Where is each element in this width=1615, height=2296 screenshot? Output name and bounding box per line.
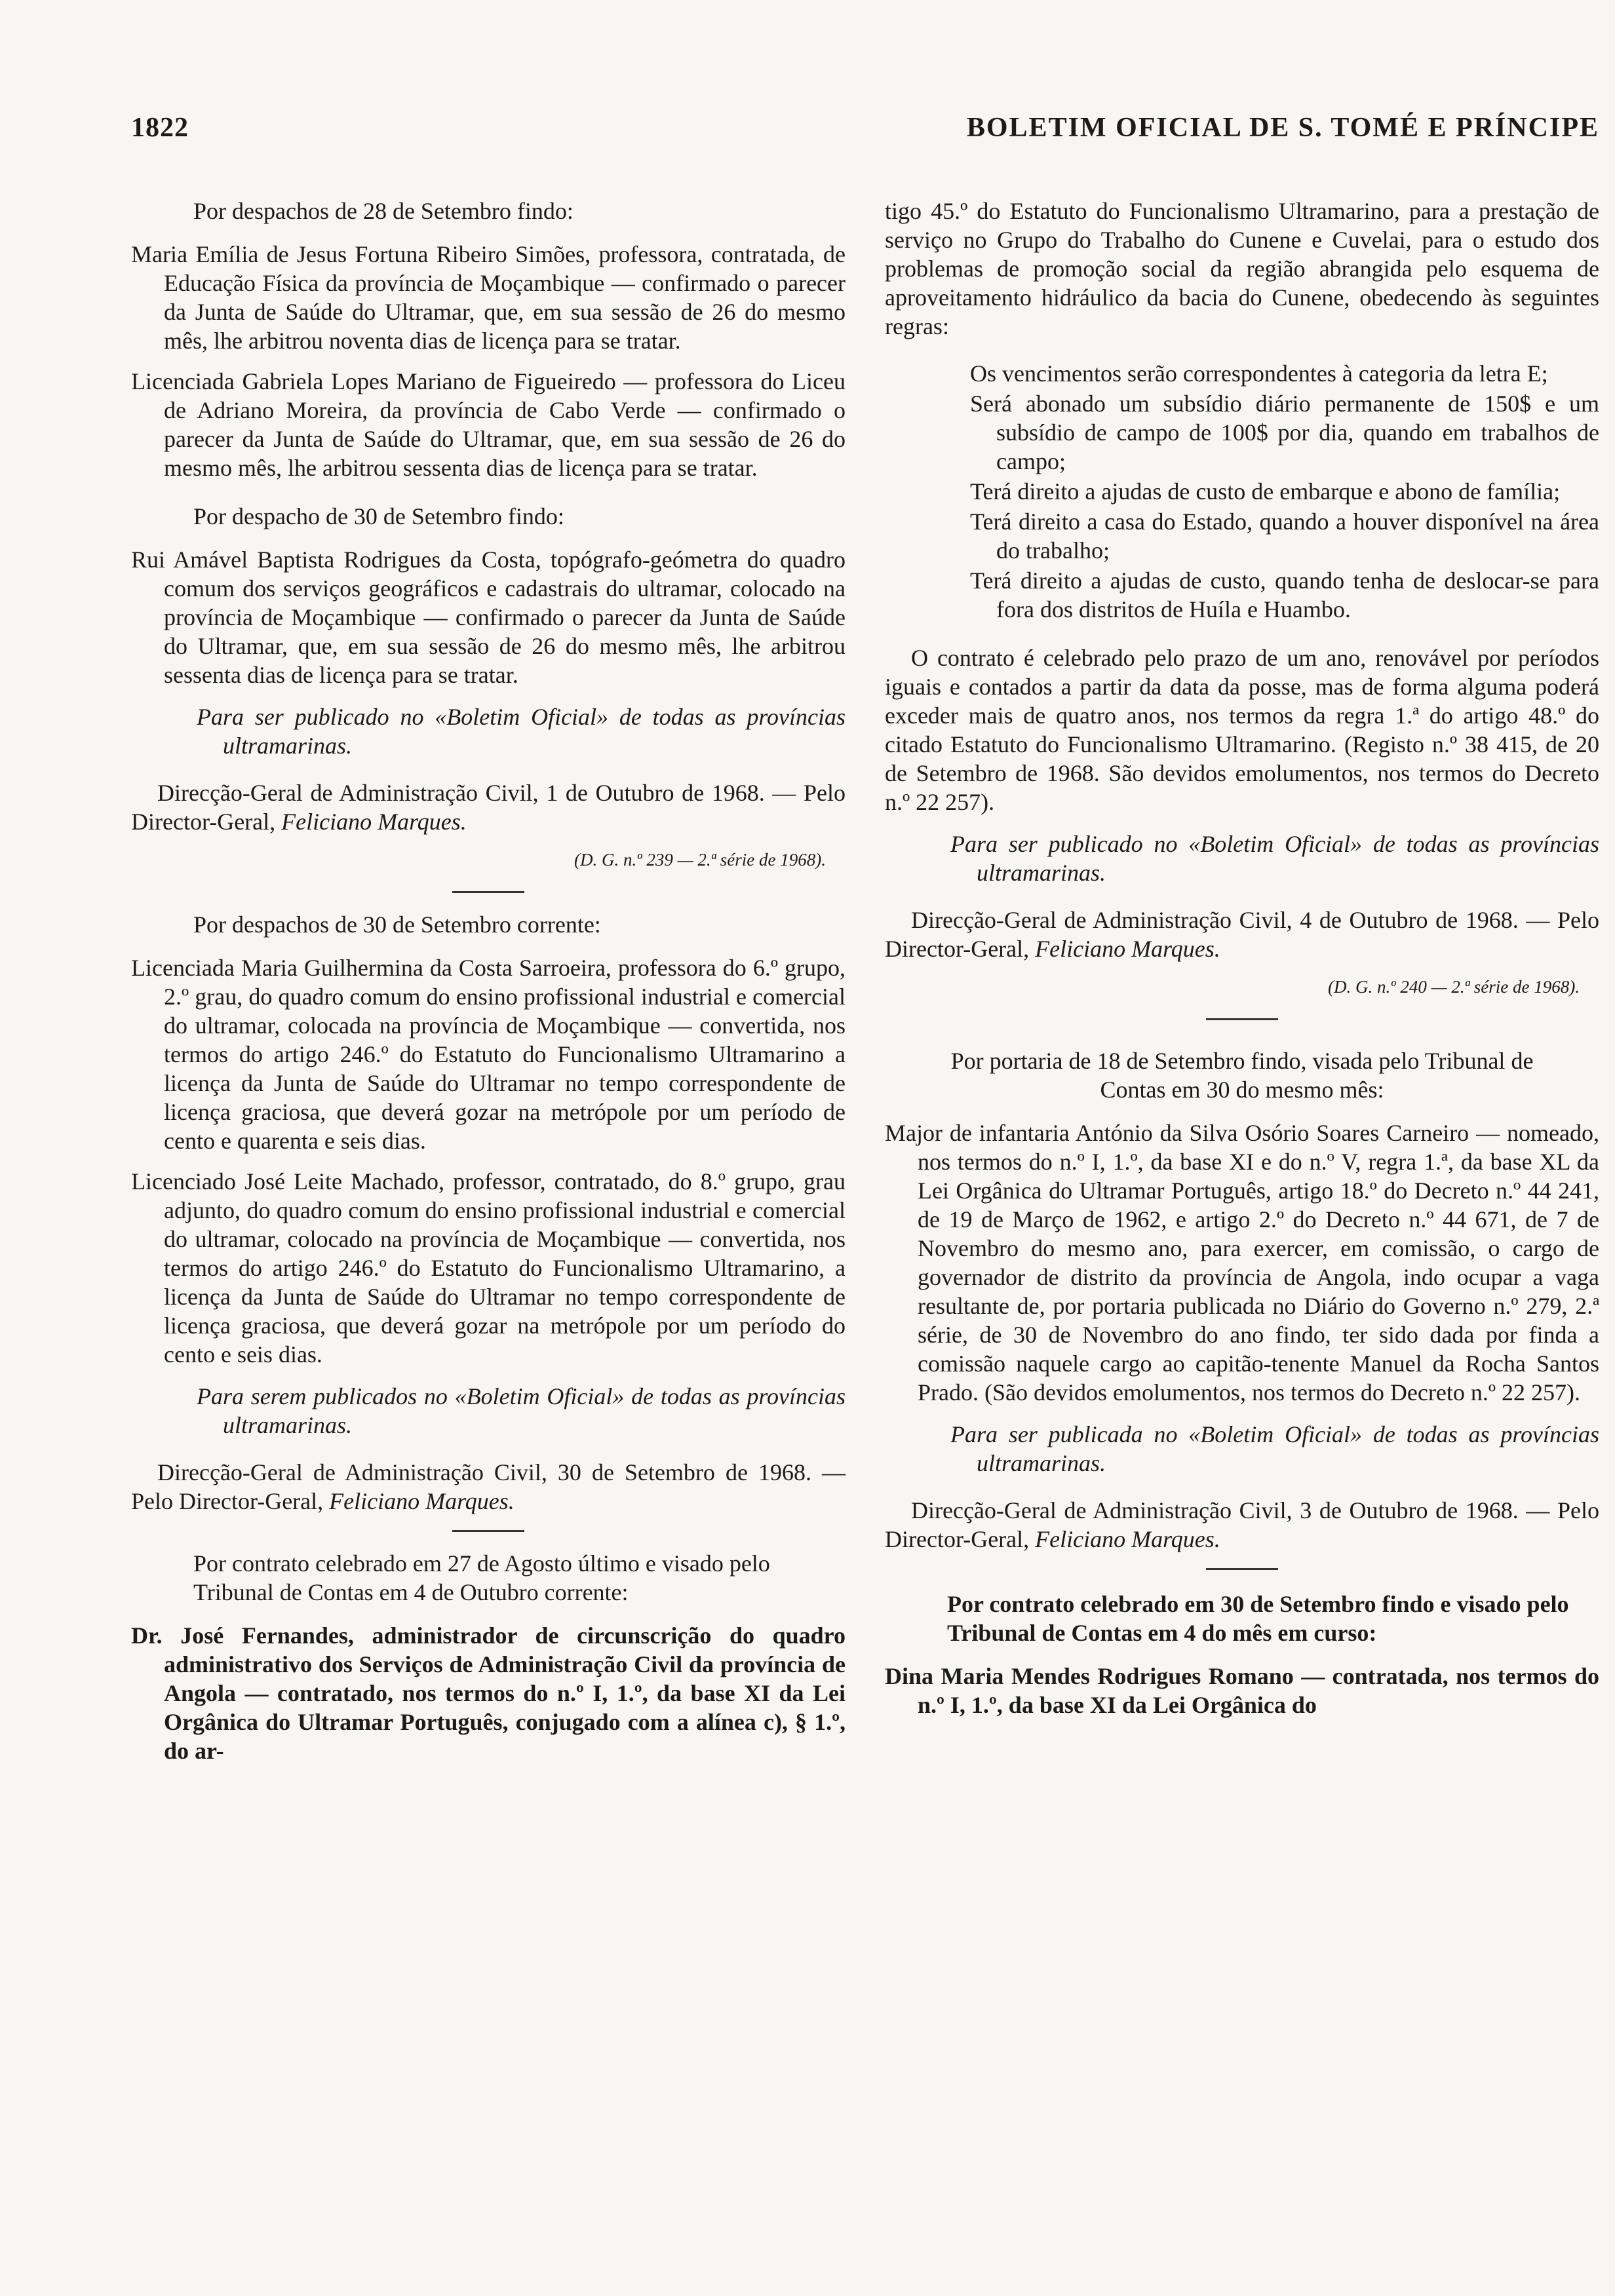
entry-paragraph: Dr. José Fernandes, administrador de circunscrição do quadro administrativo dos Serviços de Administração Civil da província de Angola — contratado, nos termos do n.º I, 1.º, da base XI da Lei Orgânica do Ultramar Português, conjugado com a alínea c), § 1.º, do ar-: [131, 1622, 846, 1764]
section-divider: [452, 1530, 524, 1532]
page-number: 1822: [131, 113, 189, 143]
section-intro: Por contrato celebrado em 27 de Agosto último e visado pelo Tribunal de Contas em 4 de Outubro corrente:: [193, 1550, 770, 1605]
rules-list: [885, 359, 1599, 624]
publication-note: Para ser publicada no «Boletim Oficial» de todas as províncias ultramarinas.: [950, 1421, 1599, 1476]
entry-paragraph: Major de infantaria António da Silva Osório Soares Carneiro — nomeado, nos termos do n.º I, 1.º, da base XI e do n.º V, regra 1.ª, da base XL da Lei Orgânica do Ultramar Português, artigo 18.º do Decreto n.º 44 241, de 19 de Março de 1962, e artigo 2.º do Decreto n.º 44 671, de 7 de Novembro do mesmo ano, para exercer, em comissão, o cargo de governador de distrito da província de Angola, indo ocupar a vaga resultante de, por portaria publicada no Diário do Governo n.º 279, 2.ª série, de 30 de Novembro do ano findo, ter sido dada por finda a comissão naquele cargo ao capitão-tenente Manuel da Rocha Santos Prado. (São devidos emolumentos, nos termos do Decreto n.º 22 257).: [885, 1120, 1599, 1406]
entry-paragraph: Dina Maria Mendes Rodrigues Romano — contratada, nos termos do n.º I, 1.º, da base XI da Lei Orgânica do: [885, 1663, 1599, 1718]
entry-paragraph: Licenciada Gabriela Lopes Mariano de Figueiredo — professora do Liceu de Adriano Moreira, da província de Cabo Verde — confirmado o parecer da Junta de Saúde do Ultramar, que, em sua sessão de 26 do mesmo mês, lhe arbitrou sessenta dias de licença para se tratar.: [131, 368, 846, 481]
publication-note: Para ser publicado no «Boletim Oficial» de todas as províncias ultramarinas.: [197, 704, 846, 759]
publication-title: BOLETIM OFICIAL DE S. TOMÉ E PRÍNCIPE: [966, 113, 1599, 143]
signatory-name: Feliciano Marques.: [1035, 1526, 1220, 1552]
signatory-name: Feliciano Marques.: [281, 809, 467, 835]
signature-text: Direcção-Geral de Administração Civil, 4 de Outubro de 1968. — Pelo Director-Geral,: [885, 907, 1599, 962]
signatory-name: Feliciano Marques.: [329, 1488, 515, 1514]
section-divider: [1206, 1018, 1278, 1020]
signature-paragraph: [131, 1458, 846, 1516]
continued-paragraph: tigo 45.º do Estatuto do Funcionalismo Ultramarino, para a prestação de serviço no Grupo do Trabalho do Cunene e Cuvelai, para o estudo dos problemas de promoção social da região abrangida pelo esquema de aproveitamento hidráulico da bacia do Cunene, obedecendo às seguintes regras:: [885, 198, 1599, 339]
rule-item: Terá direito a ajudas de custo, quando tenha de deslocar-se para fora dos distritos de Huíla e Huambo.: [970, 567, 1599, 622]
rule-item: Terá direito a casa do Estado, quando a houver disponível na área do trabalho;: [970, 508, 1599, 564]
left-column: [131, 197, 846, 1777]
entry-paragraph: Licenciada Maria Guilhermina da Costa Sarroeira, professora do 6.º grupo, 2.º grau, do quadro comum do ensino profissional industrial e comercial do ultramar, colocada na província de Moçambique — convertida, nos termos do artigo 246.º do Estatuto do Funcionalismo Ultramarino a licença da Junta de Saúde do Ultramar no tempo correspondente de licença graciosa, que deverá gozar na metrópole por um período de cento e quarenta e seis dias.: [131, 955, 846, 1154]
signature-text: Direcção-Geral de Administração Civil, 1 de Outubro de 1968. — Pelo Director-Geral,: [131, 780, 846, 835]
right-column: [885, 197, 1599, 1731]
page-header: [131, 108, 1599, 147]
entry-paragraph: Maria Emília de Jesus Fortuna Ribeiro Simões, professora, contratada, de Educação Física da província de Moçambique — confirmado o parecer da Junta de Saúde do Ultramar, que, em sua sessão de 26 do mesmo mês, lhe arbitrou noventa dias de licença para se tratar.: [131, 241, 846, 354]
section-intro: Por despachos de 30 de Setembro corrente:: [193, 911, 601, 938]
publication-note: Para serem publicados no «Boletim Oficial» de todas as províncias ultramarinas.: [197, 1383, 846, 1438]
entry-paragraph: Licenciado José Leite Machado, professor, contratado, do 8.º grupo, grau adjunto, do quadro comum do ensino profissional industrial e comercial do ultramar, colocado na província de Moçambique — convertida, nos termos do artigo 246.º do Estatuto do Funcionalismo Ultramarino, a licença da Junta de Saúde do Ultramar no tempo correspondente de licença graciosa, que deverá gozar na metrópole por um período do cento e seis dias.: [131, 1168, 846, 1368]
section-divider: [1206, 1568, 1278, 1570]
publication-note: Para ser publicado no «Boletim Oficial» de todas as províncias ultramarinas.: [950, 831, 1599, 886]
source-reference: (D. G. n.º 240 — 2.ª série de 1968).: [1327, 977, 1580, 997]
section-intro: Por contrato celebrado em 30 de Setembro findo e visado pelo Tribunal de Contas em 4 do mês em curso:: [947, 1591, 1569, 1646]
section-divider: [452, 891, 524, 893]
section-intro: Por despachos de 28 de Setembro findo:: [193, 198, 574, 224]
section-intro: Por portaria de 18 de Setembro findo, visada pelo Tribunal de Contas em 30 do mesmo mês:: [950, 1048, 1534, 1103]
signature-paragraph: [885, 906, 1599, 963]
section-intro: Por despacho de 30 de Setembro findo:: [193, 503, 564, 529]
entry-paragraph: Rui Amável Baptista Rodrigues da Costa, topógrafo-geómetra do quadro comum dos serviços geográficos e cadastrais do ultramar, colocado na província de Moçambique — confirmado o parecer da Junta de Saúde do Ultramar, que, em sua sessão de 26 do mesmo mês, lhe arbitrou sessenta dias de licença para se tratar.: [131, 546, 846, 688]
rule-item: Terá direito a ajudas de custo de embarque e abono de família;: [970, 478, 1561, 505]
signature-text: Direcção-Geral de Administração Civil, 3 de Outubro de 1968. — Pelo Director-Geral,: [885, 1497, 1599, 1552]
signature-paragraph: [131, 778, 846, 836]
signatory-name: Feliciano Marques.: [1035, 936, 1220, 962]
source-reference: (D. G. n.º 239 — 2.ª série de 1968).: [574, 850, 826, 870]
signature-paragraph: [885, 1496, 1599, 1554]
rule-item: Será abonado um subsídio diário permanente de 150$ e um subsídio de campo de 100$ por dia, quando em trabalhos de campo;: [970, 391, 1599, 474]
signature-text: Direcção-Geral de Administração Civil, 30 de Setembro de 1968. — Pelo Director-Geral,: [131, 1459, 846, 1514]
contract-paragraph: O contrato é celebrado pelo prazo de um ano, renovável por períodos iguais e contados a partir da data da posse, mas de forma alguma poderá exceder mais de quatro anos, nos termos da regra 1.ª do artigo 48.º do citado Estatuto do Funcionalismo Ultramarino. (Registo n.º 38 415, de 20 de Setembro de 1968. São devidos emolumentos, nos termos do Decreto n.º 22 257).: [885, 645, 1599, 815]
rule-item: Os vencimentos serão correspondentes à categoria da letra E;: [970, 360, 1548, 387]
